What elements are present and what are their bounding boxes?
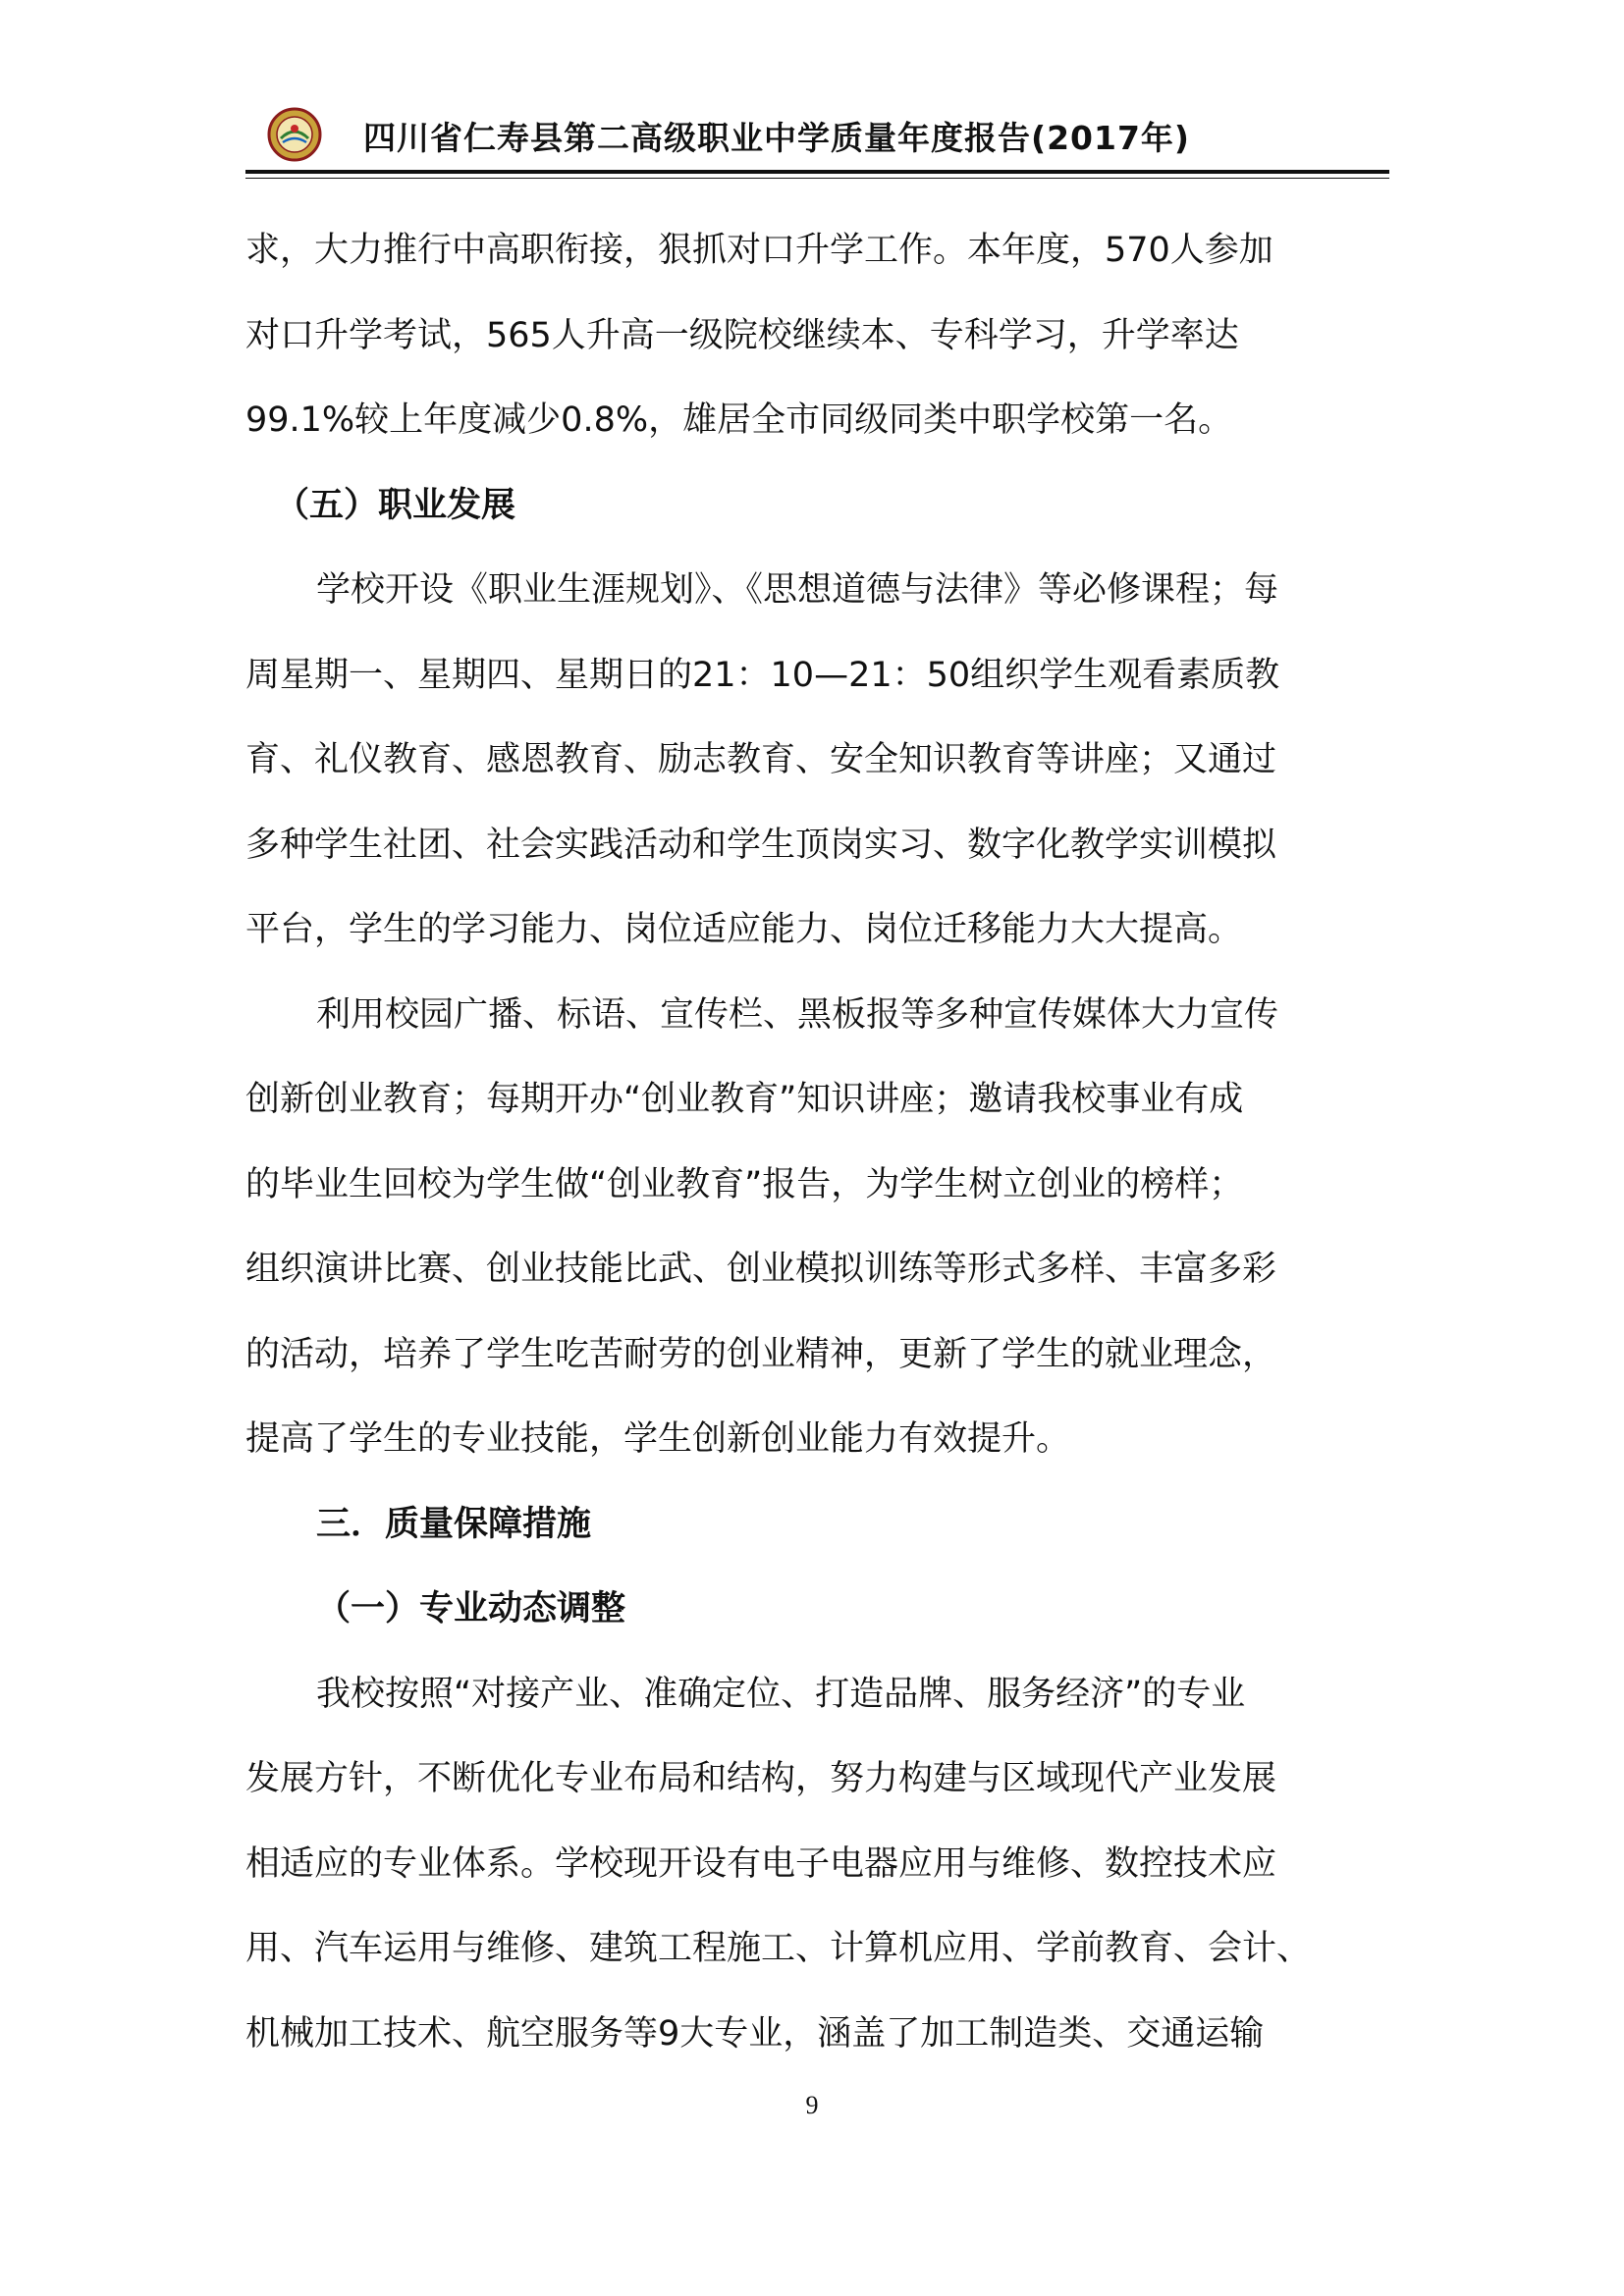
body-line: 学校开设《职业生涯规划》、《思想道德与法律》等必修课程；每 <box>316 570 1279 610</box>
body-line: 我校按照“对接产业、准确定位、打造品牌、服务经济”的专业 <box>316 1674 1246 1714</box>
body-line: 的活动，培养了学生吃苦耐劳的创业精神，更新了学生的就业理念， <box>245 1334 1277 1374</box>
header-title: 四川省仁寿县第二高级职业中学质量年度报告(2017年) <box>363 119 1191 157</box>
body-line: 对口升学考试，565人升高一级院校继续本、专科学习，升学率达 <box>245 315 1239 355</box>
body-line: 99.1%较上年度减少0.8%，雄居全市同级同类中职学校第一名。 <box>245 400 1233 440</box>
page-header <box>245 103 1389 170</box>
body-line: 周星期一、星期四、星期日的21：10—21：50组织学生观看素质教 <box>245 655 1280 695</box>
body-line: 发展方针，不断优化专业布局和结构，努力构建与区域现代产业发展 <box>245 1759 1277 1798</box>
page-body <box>245 208 1389 2076</box>
body-line: 的毕业生回校为学生做“创业教育”报告，为学生树立创业的榜样； <box>245 1164 1244 1204</box>
header-rule <box>245 170 1389 174</box>
body-line: 用、汽车运用与维修、建筑工程施工、计算机应用、学前教育、会计、 <box>245 1929 1312 1968</box>
body-line: 创新创业教育；每期开办“创业教育”知识讲座；邀请我校事业有成 <box>245 1080 1244 1119</box>
body-line: 组织演讲比赛、创业技能比武、创业模拟训练等形式多样、丰富多彩 <box>245 1250 1277 1289</box>
subsection-heading: （一）专业动态调整 <box>316 1589 626 1629</box>
header-rule-thin <box>245 178 1389 179</box>
body-line: 平台，学生的学习能力、岗位适应能力、岗位迁移能力大大提高。 <box>245 910 1243 949</box>
subsection-heading: （五）职业发展 <box>275 485 516 525</box>
school-emblem-icon <box>267 107 322 162</box>
page-number: 9 <box>805 2091 819 2119</box>
section-heading: 三．质量保障措施 <box>316 1504 592 1544</box>
body-line: 育、礼仪教育、感恩教育、励志教育、安全知识教育等讲座；又通过 <box>245 740 1277 779</box>
body-line: 多种学生社团、社会实践活动和学生顶岗实习、数字化教学实训模拟 <box>245 825 1277 865</box>
body-line: 提高了学生的专业技能，学生创新创业能力有效提升。 <box>245 1419 1071 1459</box>
body-line: 求，大力推行中高职衔接，狠抓对口升学工作。本年度，570人参加 <box>245 231 1273 270</box>
body-line: 相适应的专业体系。学校现开设有电子电器应用与维修、数控技术应 <box>245 1843 1277 1884</box>
body-line: 利用校园广播、标语、宣传栏、黑板报等多种宣传媒体大力宣传 <box>316 994 1279 1035</box>
body-line: 机械加工技术、航空服务等9大专业，涵盖了加工制造类、交通运输 <box>245 2013 1265 2054</box>
